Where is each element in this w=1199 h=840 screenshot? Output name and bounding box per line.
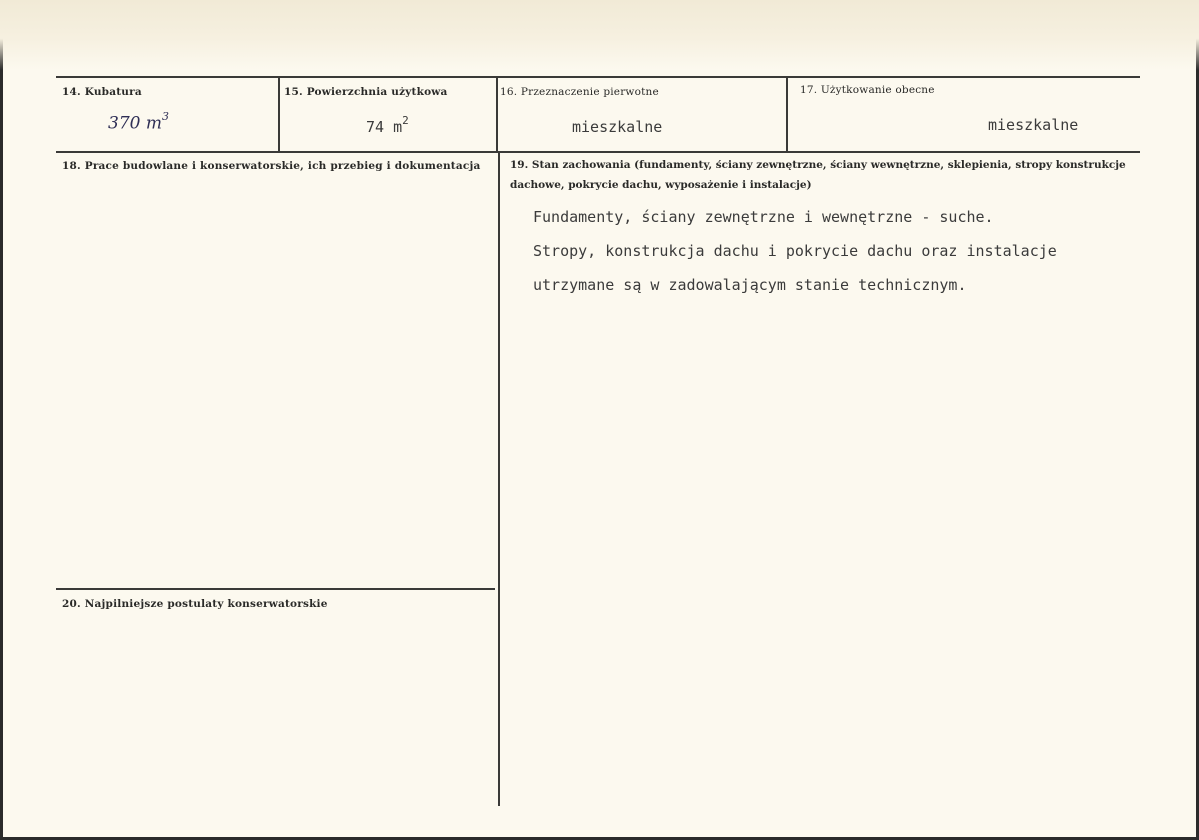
field-15-label: 15. Powierzchnia użytkowa xyxy=(284,86,448,98)
top-rule xyxy=(56,76,1140,78)
section-20-rule xyxy=(56,588,495,590)
row1-bottom-rule xyxy=(56,151,1140,153)
field-14-value xyxy=(108,112,169,134)
field-14-value-text: 370 m xyxy=(108,113,162,134)
paper-stain xyxy=(0,0,1199,70)
field-19-line-3: utrzymane są w zadowalającym stanie technicznym. xyxy=(533,276,967,294)
field-18-label: 18. Prace budowlane i konserwatorskie, ich przebieg i dokumentacja xyxy=(62,160,481,172)
field-16-label: 16. Przeznaczenie pierwotne xyxy=(500,86,659,98)
divider-16-17 xyxy=(786,77,788,152)
field-14-exponent: 3 xyxy=(161,110,169,123)
field-16-value: mieszkalne xyxy=(572,118,663,136)
divider-15-16 xyxy=(496,77,498,152)
field-14-label: 14. Kubatura xyxy=(62,86,142,98)
field-15-exponent: 2 xyxy=(402,114,409,127)
field-17-label: 17. Użytkowanie obecne xyxy=(800,84,935,96)
main-vertical-divider xyxy=(498,152,500,806)
field-20-label: 20. Najpilniejsze postulaty konserwatorskie xyxy=(62,598,328,610)
field-17-value: mieszkalne xyxy=(988,116,1079,134)
field-15-value-text: 74 m xyxy=(366,118,403,136)
divider-14-15 xyxy=(278,77,280,152)
field-15-value xyxy=(366,116,409,136)
field-19-line-2: Stropy, konstrukcja dachu i pokrycie dachu oraz instalacje xyxy=(533,242,1057,260)
field-19-line-1: Fundamenty, ściany zewnętrzne i wewnętrzne - suche. xyxy=(533,208,994,226)
field-19-label: 19. Stan zachowania (fundamenty, ściany zewnętrzne, ściany wewnętrzne, sklepienia, stropy konstrukcje dachowe, pokrycie dachu, wyposażenie i instalacje) xyxy=(510,159,1126,191)
